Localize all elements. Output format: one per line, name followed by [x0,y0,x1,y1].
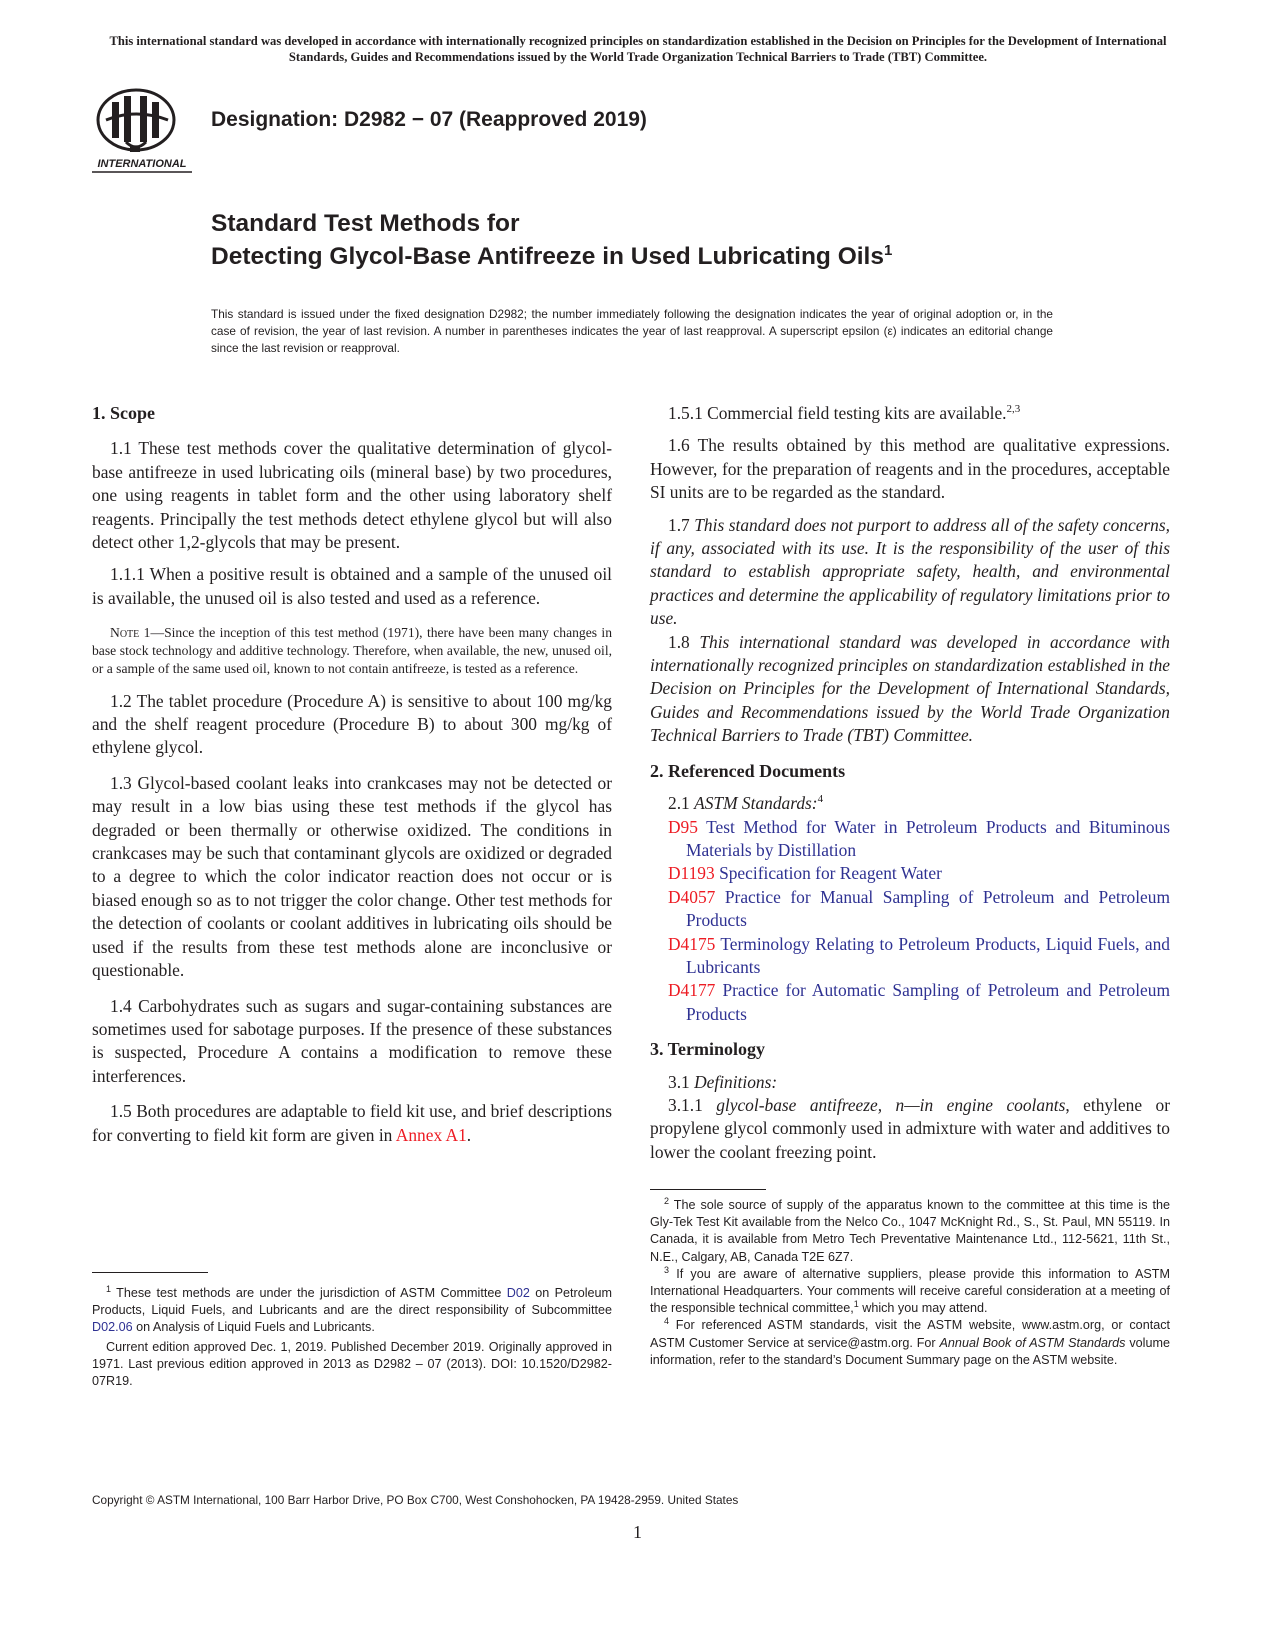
paragraph-1-8 [650,631,1170,748]
footnote-4-text-a: For referenced ASTM standards, visit the ASTM website, www.astm.org, or contact ASTM Customer Service at service@astm.org. For [650,1318,1170,1350]
footnote-4-marker: 4 [664,1316,670,1327]
ref-title[interactable]: Terminology Relating to Petroleum Products, Liquid Fuels, and Lubricants [686,933,1170,977]
note-label: Note 1 [110,625,151,641]
reference-d4057[interactable] [668,886,1170,933]
footnote-1-text-c: on Analysis of Liquid Fuels and Lubricants. [132,1320,375,1335]
page-number: 1 [633,1522,642,1542]
paragraph-3-1-text: Definitions: [694,1071,778,1092]
designation: Designation: D2982 − 07 (Reapproved 2019) [211,108,647,131]
paragraph-3-1-number: 3.1 [668,1071,695,1092]
paragraph-1-8-number: 1.8 [668,631,700,652]
paragraph-1-7-text: This standard does not purport to address all of the safety concerns, if any, associated with its use. It is the responsibility of the user of this standard to establish appropriate safety, health, and environmental practices and determine the applicability of regulatory limitations prior to use. [650,514,1170,629]
footnote-3-ref-marker: 1 [853,1299,859,1310]
reference-d1193[interactable] [668,862,1170,885]
top-notice: This international standard was developed in accordance with internationally recognized principles on standardization established in the Decision on Principles for the Development of International Standards, Guides and Recommendations issued by the World Trade Organization Technical Barriers to Trade (TBT) Committee. [109,34,1167,64]
committee-d02-link[interactable]: D02 [506,1286,530,1300]
note-1 [92,624,612,677]
section-heading-terminology: 3. Terminology [650,1039,766,1060]
document-title [211,207,892,273]
definition-text: , ethylene or propylene glycol commonly used in admixture with water and additives to lower the coolant freezing point. [650,1094,1170,1162]
paragraph-1-6: 1.6 The results obtained by this method are qualitative expressions. However, for the preparation of reagents and in the procedures, acceptable SI units are to be regarded as the standard. [650,435,1170,503]
paragraph-2-1-text: ASTM Standards: [694,793,818,814]
annex-a1-link[interactable]: Annex A1 [395,1124,467,1145]
footnote-3-marker: 3 [664,1264,670,1275]
paragraph-1-7-number: 1.7 [668,514,695,535]
logo-text: INTERNATIONAL [97,158,187,170]
footnote-1-marker: 1 [106,1283,112,1294]
subcommittee-d02-06-link[interactable]: D02.06 [92,1320,133,1335]
paragraph-1-7 [650,514,1170,631]
paragraph-1-5-text: 1.5 Both procedures are adaptable to field kit use, and brief descriptions for converting to field kit form are given in [92,1101,612,1145]
footnote-1-text-b: on Petroleum Products, Liquid Fuels, and Lubricants and are the direct responsibility of Subcommittee [92,1286,613,1318]
paragraph-1-2: 1.2 The tablet procedure (Procedure A) is sensitive to about 100 mg/kg and the shelf reagent procedure (Procedure B) to about 300 mg/kg of ethylene glycol. [92,690,612,758]
footnote-3 [650,1266,1170,1318]
paragraph-1-3: 1.3 Glycol-based coolant leaks into crankcases may not be detected or may result in a low bias using these test methods if the glycol has degraded or been thermally or otherwise oxidized. The conditions in crankcases may be such that contaminant glycols are oxidized or degraded to a degree to which the color indicator reaction does not occur or is biased enough so as to not trigger the color change. Other test methods for the detection of coolants or coolant additives in lubricating oils should be used if the results from these test methods alone are inconclusive or questionable. [92,772,612,981]
footnote-2-marker: 2 [664,1195,670,1206]
footnote-marker-4: 4 [817,793,824,806]
title-line-2-text: Detecting Glycol-Base Antifreeze in Used Lubricating Oils [211,243,884,270]
title-line-2 [211,240,892,273]
reference-d4177[interactable] [668,979,1170,1026]
footnotes-left [92,1272,612,1390]
reference-d4175[interactable] [668,933,1170,980]
ref-title[interactable]: Specification for Reagent Water [719,863,942,884]
footnote-2 [650,1197,1170,1266]
footnote-divider [92,1272,208,1273]
ref-title[interactable]: Practice for Automatic Sampling of Petroleum and Petroleum Products [686,980,1170,1024]
edition-note: Current edition approved Dec. 1, 2019. Published December 2019. Originally approved in 1971. Last previous edition approved in 2013 as D2982 – 07 (2013). DOI: 10.1520/D2982-07R19. [92,1339,612,1389]
paragraph-2-1 [650,792,1170,815]
note-text: —Since the inception of this test method (1971), there have been many changes in base stock technology and additive technology. Therefore, when available, the new, unused oil, or a sample of the same used oil, known to not contain antifreeze, is tested as a reference. [92,625,613,676]
paragraph-2-1-number: 2.1 [668,793,695,814]
paragraph-1-4: 1.4 Carbohydrates such as sugars and sugar-containing substances are sometimes used for sabotage purposes. If the presence of these substances is suspected, Procedure A contains a modification to remove these interferences. [92,995,612,1086]
section-heading-scope: 1. Scope [92,403,155,423]
ref-title[interactable]: Test Method for Water in Petroleum Products and Bituminous Materials by Distillation [686,816,1170,860]
astm-logo [88,86,196,174]
right-column [650,402,1170,1164]
paragraph-1-5 [92,1100,612,1147]
paragraph-1-1-1: 1.1.1 When a positive result is obtained and a sample of the unused oil is available, the unused oil is also tested and used as a reference. [92,564,612,608]
footnote-3-end: which you may attend. [858,1301,988,1316]
ref-code[interactable]: D4057 [668,886,716,907]
footnote-4 [650,1317,1170,1369]
footnote-1 [92,1285,612,1337]
paragraph-3-1-1 [650,1094,1170,1164]
title-line-1: Standard Test Methods for [211,210,520,237]
paragraph-1-1: 1.1 These test methods cover the qualitative determination of glycol-base antifreeze in used lubricating oils (mineral base) by two procedures, one using reagents in tablet form and the other using laboratory shelf reagents. Principally the test methods detect ethylene glycol but will also detect other 1,2-glycols that may be present. [92,438,612,553]
ref-code[interactable]: D1193 [668,863,715,884]
paragraph-1-5-1-text: 1.5.1 Commercial field testing kits are available. [668,403,1007,423]
footnote-4-italic: Annual Book of ASTM Standards [939,1335,1126,1350]
footnotes-right [650,1189,1170,1369]
footnote-divider [650,1189,766,1190]
ref-code[interactable]: D95 [668,816,698,837]
ref-code[interactable]: D4177 [668,980,716,1001]
definition-term: glycol-base antifreeze, n—in engine coolants [716,1094,1066,1115]
ref-code[interactable]: D4175 [668,933,716,954]
footnote-1-text-a: These test methods are under the jurisdiction of ASTM Committee [111,1286,507,1300]
paragraph-3-1 [650,1071,1170,1094]
left-column [92,402,612,1147]
reference-d95[interactable] [668,816,1170,863]
footnote-marker-2-3: 2,3 [1006,403,1021,416]
issuance-statement: This standard is issued under the fixed designation D2982; the number immediately following the designation indicates the year of original adoption or, in the case of revision, the year of last revision. A number in parentheses indicates the year of last reapproval. A superscript epsilon (ε) indicates an editorial change since the last revision or reapproval. [211,307,1053,355]
copyright-line: Copyright © ASTM International, 100 Barr Harbor Drive, PO Box C700, West Conshohocken, PA 19428-2959. United States [92,1493,739,1507]
footnote-2-text: The sole source of supply of the apparatus known to the committee at this time is the Gly-Tek Test Kit available from the Nelco Co., 1047 McKnight Rd., S., St. Paul, MN 55119. In Canada, it is available from Metro Tech Preventative Maintenance Ltd., 112-5621, 11th St., N.E., Calgary, AB, Canada T2E 6Z7. [650,1198,1170,1264]
ref-title[interactable]: Practice for Manual Sampling of Petroleum and Petroleum Products [686,886,1171,931]
footnote-4-text-b: volume information, refer to the standard’s Document Summary page on the ASTM website. [650,1335,1170,1367]
paragraph-1-8-text: This international standard was developed in accordance with internationally recognized principles on standardization established in the Decision on Principles for the Development of International Standards, Guides and Recommendations issued by the World Trade Organization Technical Barriers to Trade (TBT) Committee. [650,631,1170,746]
section-heading-referenced-documents: 2. Referenced Documents [650,760,846,781]
footnote-3-text: If you are aware of alternative suppliers, please provide this information to ASTM International Headquarters. Your comments will receive careful consideration at a meeting of the responsible technical committee, [650,1266,1170,1316]
paragraph-1-5-1 [650,402,1170,425]
title-footnote-marker: 1 [883,241,893,259]
paragraph-3-1-1-number: 3.1.1 [668,1094,717,1115]
astm-logo-graphic [88,86,196,174]
paragraph-1-5-end: . [466,1124,472,1145]
